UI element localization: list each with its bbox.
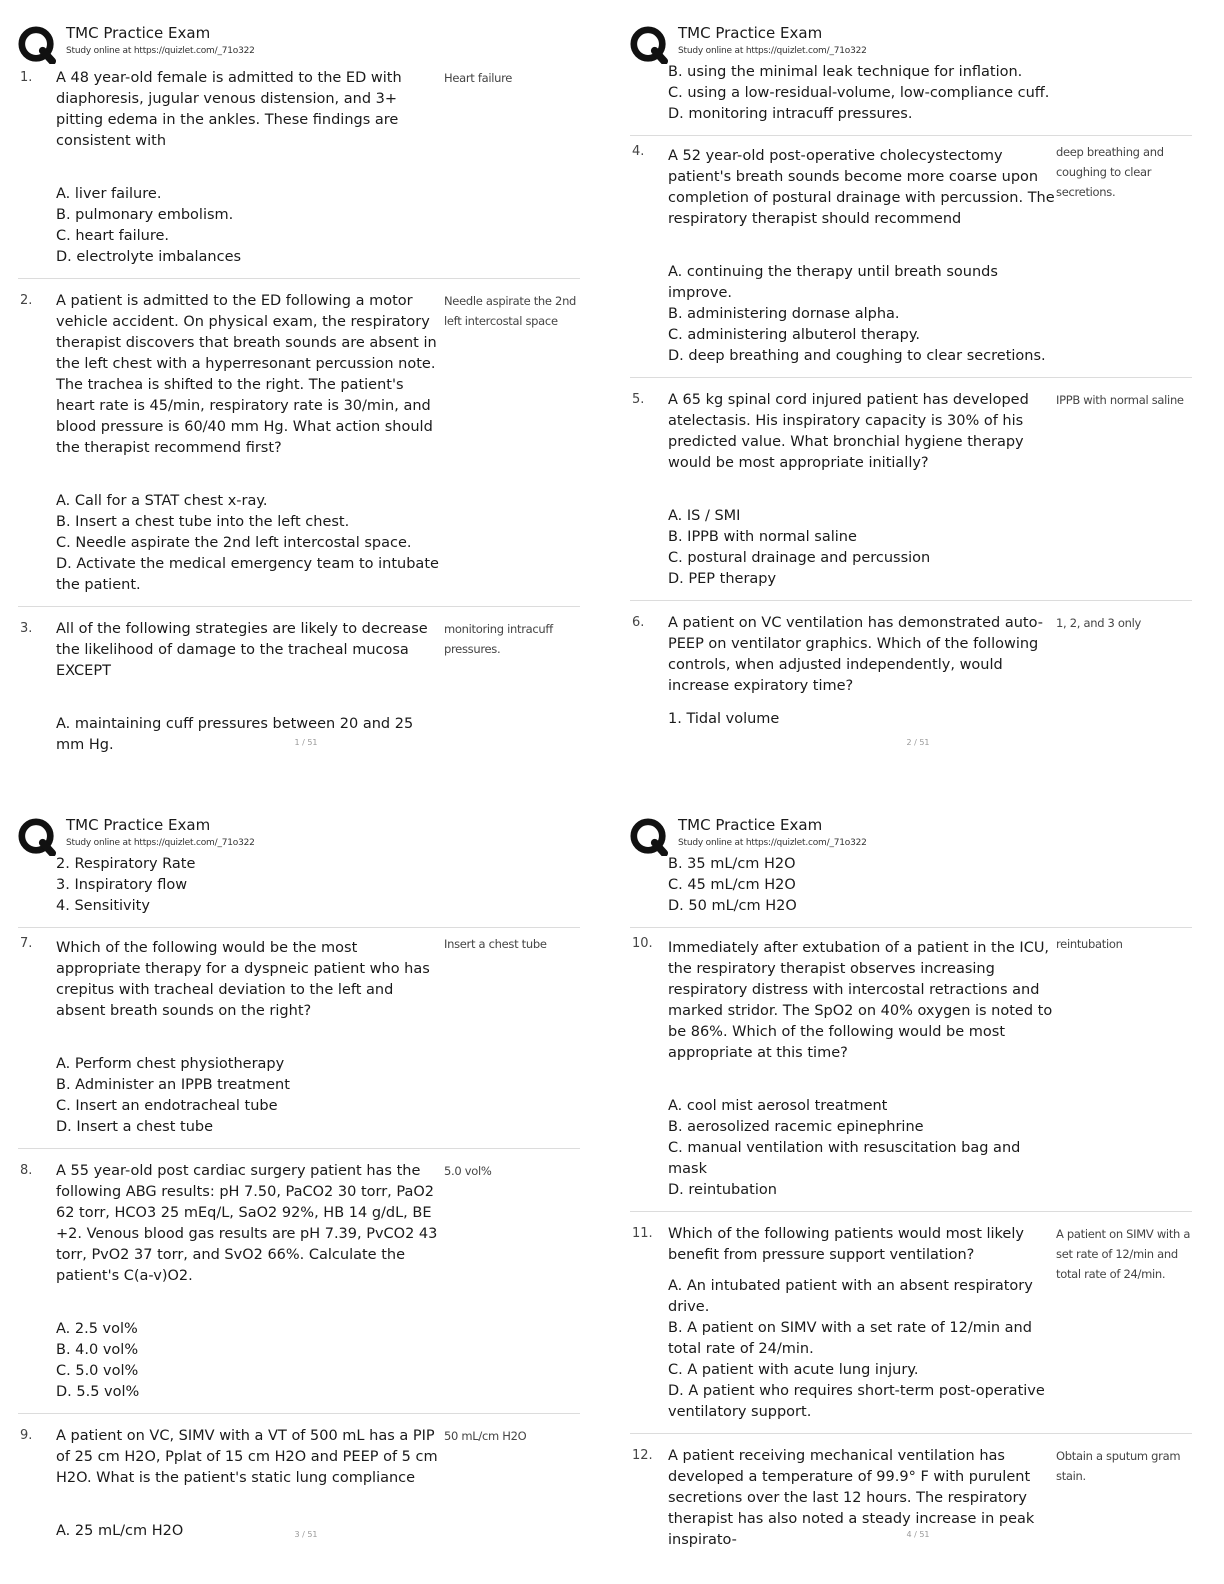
- continued-options: [630, 854, 1192, 928]
- page-body: [0, 62, 612, 766]
- answer-text: Insert a chest tube: [444, 937, 547, 951]
- question-number: 2.: [20, 293, 33, 308]
- page-number: 2 / 51: [906, 738, 930, 747]
- options-list: [56, 491, 446, 596]
- header-subtitle: Study online at https://quizlet.com/_71o322: [678, 838, 867, 848]
- question-6: [630, 600, 1192, 740]
- question-text: A patient receiving mechanical ventilation has developed a temperature of 99.9° F with purulent secretions over the last 12 hours. The respiratory therapist has also noted a steady increase in peak inspirato-: [668, 1448, 1035, 1548]
- page-number: 3 / 51: [294, 1530, 318, 1539]
- quizlet-logo-icon: [630, 818, 668, 856]
- answer-text: A patient on SIMV with a set rate of 12/min and total rate of 24/min.: [1056, 1227, 1191, 1281]
- page-1: [0, 0, 612, 792]
- header-title: TMC Practice Exam: [678, 816, 823, 834]
- question-number: 5.: [632, 392, 645, 407]
- page-2: [612, 0, 1224, 792]
- question-text: Immediately after extubation of a patient in the ICU, the respiratory therapist observes increasing respiratory distress with intercostal retractions and marked stridor. The SpO2 on 40% oxygen is noted to be 86%. Which of the following would be most appropriate at this time?: [668, 940, 1053, 1061]
- question-number: 11.: [632, 1226, 653, 1241]
- option: D. 50 mL/cm H2O: [668, 898, 797, 914]
- answer-text: 50 mL/cm H2O: [444, 1429, 527, 1443]
- option: C. 5.0 vol%: [56, 1363, 139, 1379]
- answer-text: IPPB with normal saline: [1056, 393, 1184, 407]
- option: D. electrolyte imbalances: [56, 249, 242, 265]
- option: 2. Respiratory Rate: [56, 856, 196, 872]
- answer-text: reintubation: [1056, 937, 1123, 951]
- page-4: [612, 792, 1224, 1584]
- question-10: [630, 928, 1192, 1211]
- answer-text: monitoring intracuff pressures.: [444, 622, 553, 656]
- page-header: [18, 20, 578, 66]
- option: C. administering albuterol therapy.: [668, 327, 920, 343]
- question-7: [18, 928, 580, 1148]
- option: B. Insert a chest tube into the left chest.: [56, 514, 350, 530]
- option: B. administering dornase alpha.: [668, 306, 900, 322]
- header-subtitle: Study online at https://quizlet.com/_71o322: [66, 46, 255, 56]
- page-body: [0, 854, 612, 1552]
- page-3: [0, 792, 612, 1584]
- option: D. Activate the medical emergency team to intubate the patient.: [56, 556, 439, 593]
- option: A. Call for a STAT chest x-ray.: [56, 493, 268, 509]
- header-title: TMC Practice Exam: [66, 24, 211, 42]
- header-subtitle: Study online at https://quizlet.com/_71o322: [678, 46, 867, 56]
- option: A. IS / SMI: [668, 508, 741, 524]
- question-number: 1.: [20, 70, 33, 85]
- option: A. 25 mL/cm H2O: [56, 1523, 184, 1539]
- option: A. 2.5 vol%: [56, 1321, 138, 1337]
- option: A. maintaining cuff pressures between 20 and 25 mm Hg.: [56, 716, 414, 753]
- header-title: TMC Practice Exam: [66, 816, 211, 834]
- question-2: [18, 278, 580, 606]
- question-text: A patient on VC, SIMV with a VT of 500 mL has a PIP of 25 cm H2O, Pplat of 15 cm H2O and PEEP of 5 cm H2O. What is the patient's static lung compliance: [56, 1428, 438, 1486]
- answer-text: Needle aspirate the 2nd left intercostal space: [444, 294, 577, 328]
- option: B. IPPB with normal saline: [668, 529, 857, 545]
- question-text: A patient is admitted to the ED following a motor vehicle accident. On physical exam, the respiratory therapist discovers that breath sounds are absent in the left chest with a hyperresonant percussion note. The trachea is shifted to the right. The patient's heart rate is 45/min, respiratory rate is 30/min, and blood pressure is 60/40 mm Hg. What action should the therapist recommend first?: [56, 293, 437, 456]
- page-header: [630, 20, 1190, 66]
- page-body: [612, 854, 1224, 1561]
- option: D. deep breathing and coughing to clear secretions.: [668, 348, 1046, 364]
- answer-text: deep breathing and coughing to clear secretions.: [1056, 145, 1164, 199]
- option: A. An intubated patient with an absent respiratory drive.: [668, 1278, 1033, 1315]
- option: C. heart failure.: [56, 228, 170, 244]
- continued-options: [18, 854, 580, 928]
- page-number: 4 / 51: [906, 1530, 930, 1539]
- page-header: [18, 812, 578, 858]
- answer-text: Heart failure: [444, 71, 513, 85]
- option: B. A patient on SIMV with a set rate of 12/min and total rate of 24/min.: [668, 1320, 1032, 1357]
- option: B. 35 mL/cm H2O: [668, 856, 796, 872]
- question-text: A 48 year-old female is admitted to the ED with diaphoresis, jugular venous distension, and 3+ pitting edema in the ankles. These findings are consistent with: [56, 70, 402, 149]
- options-list: [56, 1319, 446, 1403]
- option: C. Insert an endotracheal tube: [56, 1098, 278, 1114]
- question-number: 7.: [20, 936, 33, 951]
- option: B. using the minimal leak technique for inflation.: [668, 64, 1023, 80]
- option: 1. Tidal volume: [668, 711, 780, 727]
- option: B. aerosolized racemic epinephrine: [668, 1119, 924, 1135]
- option: C. Needle aspirate the 2nd left intercostal space.: [56, 535, 412, 551]
- option: D. Insert a chest tube: [56, 1119, 214, 1135]
- option: C. 45 mL/cm H2O: [668, 877, 796, 893]
- page-number: 1 / 51: [294, 738, 318, 747]
- options-list: [56, 714, 446, 756]
- question-4: [630, 136, 1192, 377]
- question-number: 9.: [20, 1428, 33, 1443]
- question-text: A 52 year-old post-operative cholecystectomy patient's breath sounds become more coarse upon completion of postural drainage with percussion. The respiratory therapist should recommend: [668, 148, 1055, 227]
- question-11: [630, 1211, 1192, 1433]
- option: D. A patient who requires short-term post-operative ventilatory support.: [668, 1383, 1045, 1420]
- options-list: [668, 262, 1058, 367]
- question-text: Which of the following patients would most likely benefit from pressure support ventilation?: [668, 1226, 1024, 1263]
- option: B. 4.0 vol%: [56, 1342, 139, 1358]
- quizlet-logo-icon: [18, 26, 56, 64]
- option: A. Perform chest physiotherapy: [56, 1056, 285, 1072]
- question-number: 8.: [20, 1163, 33, 1178]
- option: A. liver failure.: [56, 186, 162, 202]
- question-12: [630, 1433, 1192, 1561]
- header-subtitle: Study online at https://quizlet.com/_71o322: [66, 838, 255, 848]
- question-5: [630, 377, 1192, 600]
- question-1: [18, 62, 580, 278]
- page-header: [630, 812, 1190, 858]
- option: 4. Sensitivity: [56, 898, 150, 914]
- answer-text: Obtain a sputum gram stain.: [1056, 1449, 1181, 1483]
- option: C. postural drainage and percussion: [668, 550, 931, 566]
- options-list: [668, 1096, 1058, 1201]
- question-number: 10.: [632, 936, 653, 951]
- option: D. 5.5 vol%: [56, 1384, 140, 1400]
- quizlet-logo-icon: [18, 818, 56, 856]
- option: B. pulmonary embolism.: [56, 207, 234, 223]
- option: C. using a low-residual-volume, low-compliance cuff.: [668, 85, 1050, 101]
- option: A. continuing the therapy until breath sounds improve.: [668, 264, 998, 301]
- option: B. Administer an IPPB treatment: [56, 1077, 290, 1093]
- question-text: A 55 year-old post cardiac surgery patient has the following ABG results: pH 7.50, PaCO2 30 torr, PaO2 62 torr, HCO3 25 mEq/L, SaO2 92%, HB 14 g/dL, BE +2. Venous blood gas results are pH 7.39, PvCO2 43 torr, PvO2 37 torr, and SvO2 66%. Calculate the patient's C(a-v)O2.: [56, 1163, 438, 1284]
- option: D. reintubation: [668, 1182, 777, 1198]
- question-number: 6.: [632, 615, 645, 630]
- option: C. A patient with acute lung injury.: [668, 1362, 919, 1378]
- options-list: [56, 184, 446, 268]
- question-text: A 65 kg spinal cord injured patient has developed atelectasis. His inspiratory capacity is 30% of his predicted value. What bronchial hygiene therapy would be most appropriate initially?: [668, 392, 1029, 471]
- question-number: 3.: [20, 621, 33, 636]
- quizlet-logo-icon: [630, 26, 668, 64]
- answer-text: 5.0 vol%: [444, 1164, 492, 1178]
- header-title: TMC Practice Exam: [678, 24, 823, 42]
- option: C. manual ventilation with resuscitation bag and mask: [668, 1140, 1021, 1177]
- options-list: [668, 1276, 1058, 1423]
- options-list: [668, 506, 1058, 590]
- question-text: Which of the following would be the most appropriate therapy for a dyspneic patient who has crepitus with tracheal deviation to the left and absent breath sounds on the right?: [56, 940, 430, 1019]
- page-body: [612, 62, 1224, 740]
- question-text: A patient on VC ventilation has demonstrated auto-PEEP on ventilator graphics. Which of the following controls, when adjusted independently, would increase expiratory time?: [668, 615, 1043, 694]
- continued-options: [630, 62, 1192, 136]
- question-8: [18, 1148, 580, 1413]
- question-text: All of the following strategies are likely to decrease the likelihood of damage to the tracheal mucosa EXCEPT: [56, 621, 428, 679]
- answer-text: 1, 2, and 3 only: [1056, 616, 1142, 630]
- options-list: [56, 1054, 446, 1138]
- option: 3. Inspiratory flow: [56, 877, 188, 893]
- option: D. PEP therapy: [668, 571, 777, 587]
- option: D. monitoring intracuff pressures.: [668, 106, 913, 122]
- options-list: [668, 709, 1058, 730]
- option: A. cool mist aerosol treatment: [668, 1098, 888, 1114]
- question-number: 4.: [632, 144, 645, 159]
- question-number: 12.: [632, 1448, 653, 1463]
